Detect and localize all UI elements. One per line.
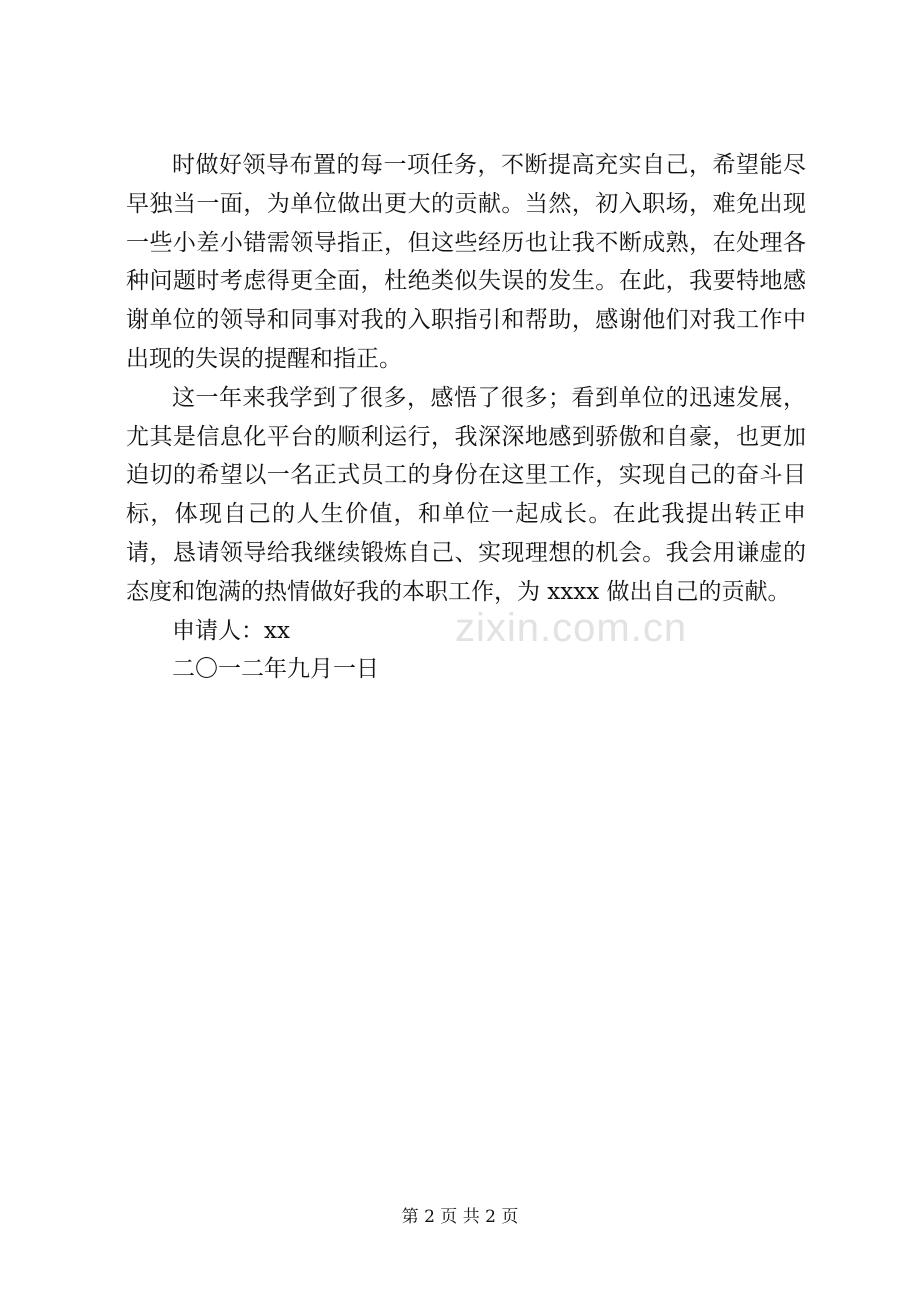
document-body bbox=[126, 146, 806, 689]
paragraph-2: 这一年来我学到了很多，感悟了很多；看到单位的迅速发展，尤其是信息化平台的顺利运行，我深深地感到骄傲和自豪，也更加迫切的希望以一名正式员工的身份在这里工作，实现自己的奋斗目标，体现自己的人生价值，和单位一起成长。在此我提出转正申请，恳请领导给我继续锻炼自己、实现理想的机会。我会用谦虚的态度和饱满的热情做好我的本职工作，为 xxxx 做出自己的贡献。 bbox=[126, 384, 806, 605]
watermark: zixin.com.cn bbox=[455, 606, 688, 650]
page-footer: 第 2 页 共 2 页 bbox=[401, 1207, 519, 1227]
applicant-line: 申请人：xx bbox=[172, 617, 290, 644]
date-line: 二〇一二年九月一日 bbox=[172, 656, 379, 683]
paragraph-1: 时做好领导布置的每一项任务，不断提高充实自己，希望能尽早独当一面，为单位做出更大的贡献。当然，初入职场，难免出现一些小差小错需领导指正，但这些经历也让我不断成熟，在处理各种问题时考虑得更全面，杜绝类似失误的发生。在此，我要特地感谢单位的领导和同事对我的入职指引和帮助，感谢他们对我工作中出现的失误的提醒和指正。 bbox=[126, 152, 806, 372]
